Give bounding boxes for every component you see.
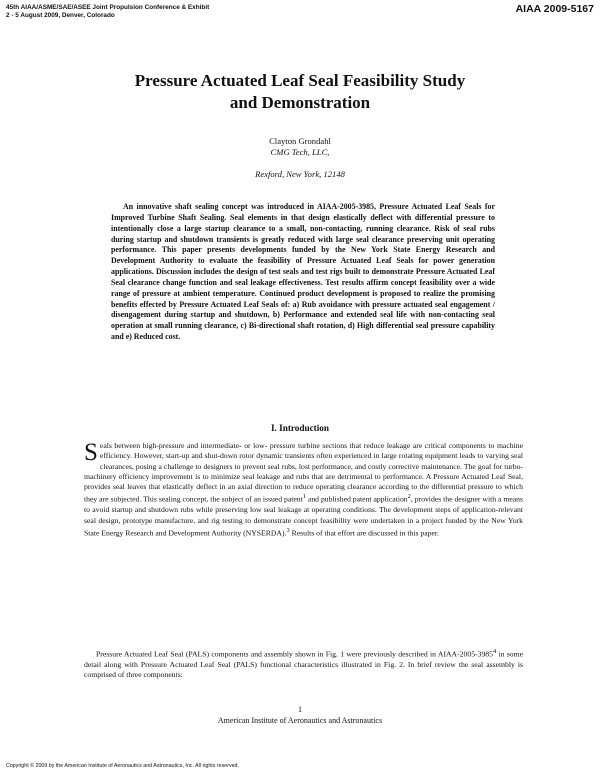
paper-number: AIAA 2009-5167: [515, 3, 594, 15]
paper-title-line1: Pressure Actuated Leaf Seal Feasibility Study: [134, 71, 466, 90]
copyright-notice: Copyright © 2009 by the American Institute of Aeronautics and Astronautics, Inc. All rights reserved.: [6, 763, 239, 769]
conference-date-location: 2 - 5 August 2009, Denver, Colorado: [6, 12, 115, 19]
footnote-ref-4: 4: [492, 648, 497, 655]
paper-title: [60, 70, 540, 114]
author-location: Rexford, New York, 12148: [255, 169, 345, 179]
conference-header: [6, 4, 209, 20]
drop-cap: S: [84, 439, 98, 466]
intro-text-a: eals between high-pressure and intermediate- or low- pressure turbine sections that reduce leakage are critical components to machine efficiency. However, start-up and shut-down rotor dynamic transients often experienced in large rotating equipment leads to varying seal clearances, posing a challenge to designers to prevent seal rubs, lost performance, and costly corrective maintenance. The goal for turbo-machinery efficiency improvement is to minimize seal leakage and rubs that are detrimental to performance. A Pressure Actuated Leaf Seal, provides seal leaves that elastically deflect in an axial direction to reduce operating clearance according to the differential pressure to which they are subjected. This sealing concept, the subject of an issued patent: [84, 441, 523, 505]
intro2-text-a: Pressure Actuated Leaf Seal (PALS) components and assembly shown in Fig. 1 were previously described in AIAA-2005-3985: [96, 649, 493, 659]
author-affiliation: CMG Tech, LLC,: [270, 147, 330, 157]
institute-name: American Institute of Aeronautics and Astronautics: [217, 715, 383, 725]
intro-text-d: Results of that effort are discussed in this paper.: [289, 528, 439, 538]
page-footer: [0, 705, 600, 726]
intro-paragraph-1: [84, 441, 523, 539]
footnote-ref-1: 1: [302, 493, 306, 501]
intro-text-c: , provides the designer with a means to avoid startup and shutdown rubs while preserving low seal leakage at operating conditions. The development steps of application-relevant seal design, prototype manufacture, and rig testing to demonstrate concept feasibility were undertaken in a project funded by the New York State Energy Research and Development Authority (NYSERDA).: [84, 495, 523, 538]
intro-text-b: and published patent application: [305, 495, 408, 505]
paper-title-line2: and Demonstration: [229, 93, 371, 112]
footnote-ref-3: 3: [286, 526, 290, 534]
section-heading: I. Introduction: [270, 423, 330, 433]
conference-name: 45th AIAA/ASME/SAE/ASEE Joint Propulsion Conference & Exhibit: [6, 4, 210, 11]
footnote-ref-2: 2: [407, 493, 411, 501]
intro-paragraph-2: [84, 647, 523, 680]
intro2-text-b: in some detail along with Pressure Actuated Leaf Seal (PALS) functional characteristics illustrated in Fig. 2. In brief review the seal assembly is comprised of three components:: [84, 649, 523, 680]
abstract: An innovative shaft sealing concept was introduced in AIAA-2005-3985, Pressure Actuated Leaf Seals for Improved Turbine Shaft Sealing. Seal elements in that design elastically deflect with differential pressure to intentionally close a large startup clearance to a small, non-contacting, running clearance. Risk of seal rubs during startup and shutdown transients is greatly reduced with large seal clearance preserving unit operating performance. This paper presents developments funded by the New York State Energy Research and Development Authority to evaluate the feasibility of Pressure Actuated Leaf Seals for power generation applications. Discussion includes the design of test seals and test rigs built to demonstrate Pressure Actuated Leaf Seal clearance change function and seal leakage effectiveness. Test results affirm concept feasibility over a wide range of pressure at ambient temperature. Continued product development is proposed to realize the promising benefits effected by Pressure Actuated Leaf Seals of: a) Rub avoidance with pressure actuated seal engagement / disengagement during startup and shutdown, b) Performance and extended seal life with non-contacting seal operation at small running clearance, c) Bi-directional shaft rotation, d) High differential seal pressure capability and e) Reduced cost.: [111, 202, 495, 342]
author-name: Clayton Grondahl: [269, 136, 331, 146]
page-number: 1: [298, 705, 302, 714]
